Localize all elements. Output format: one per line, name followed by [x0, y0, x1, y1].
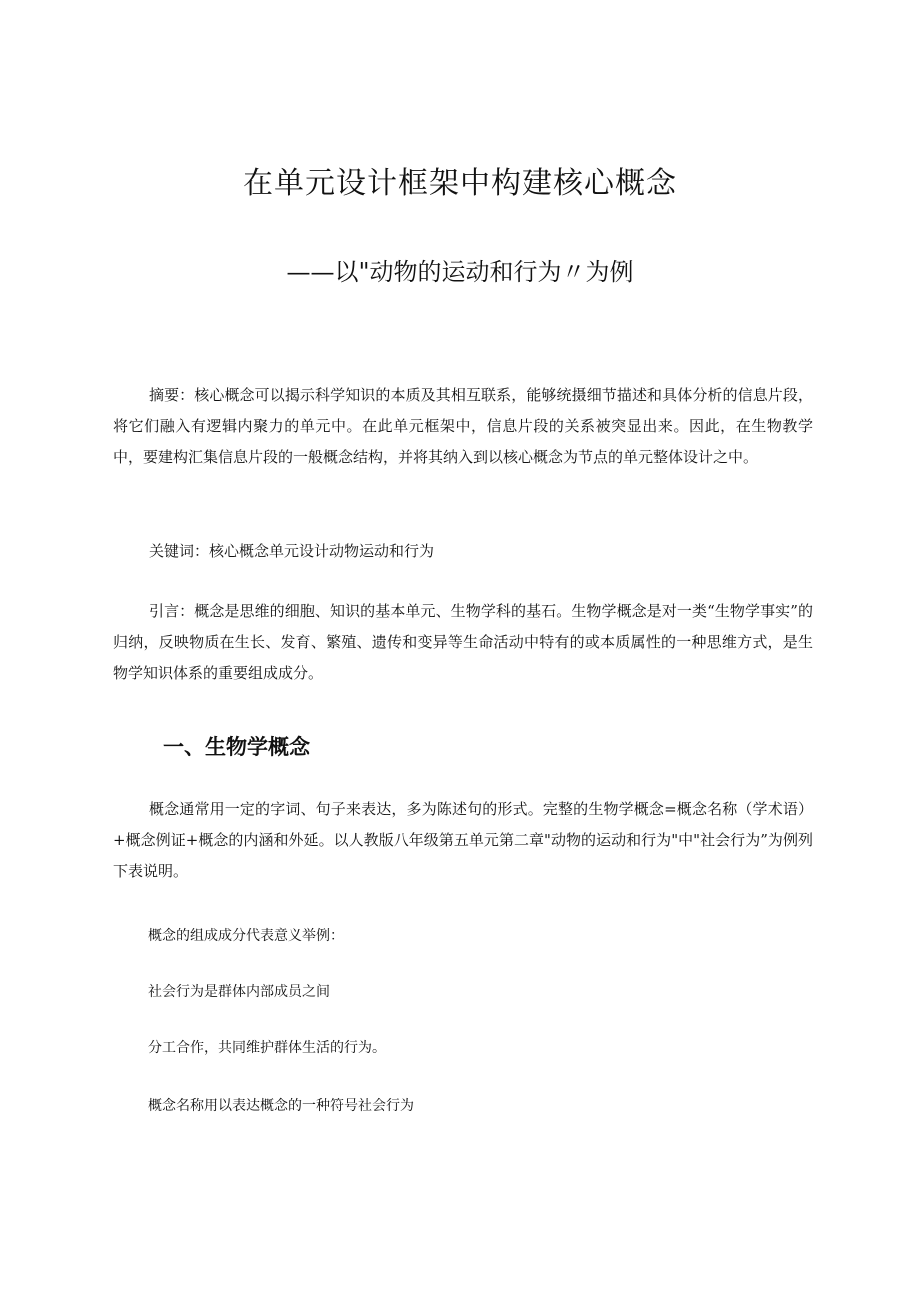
- text-line: 概念的组成成分代表意义举例：: [148, 928, 344, 944]
- section-heading: 一、生物学概念: [163, 734, 310, 759]
- document-title: 在单元设计框架中构建核心概念: [243, 166, 677, 201]
- text-line: 分工合作，共同维护群体生活的行为。: [148, 1040, 386, 1056]
- text-line: 社会行为是群体内部成员之间: [148, 984, 330, 1000]
- section-paragraph: 概念通常用一定的字词、句子来表达，多为陈述句的形式。完整的生物学概念=概念名称（学术语）+概念例证+概念的内涵和外延。以人教版八年级第五单元第二章"动物的运动和行为"中"社会行为”为例列下表说明。: [113, 800, 813, 880]
- abstract-paragraph: 摘要：核心概念可以揭示科学知识的本质及其相互联系，能够统摄细节描述和具体分析的信息片段，将它们融入有逻辑内聚力的单元中。在此单元框架中，信息片段的关系被突显出来。因此，在生物教学中，要建构汇集信息片段的一般概念结构，并将其纳入到以核心概念为节点的单元整体设计之中。: [113, 386, 813, 466]
- introduction-paragraph: 引言：概念是思维的细胞、知识的基本单元、生物学科的基石。生物学概念是对一类“生物学事实”的归纳，反映物质在生长、发育、繁殖、遗传和变异等生命活动中特有的或本质属性的一种思维方式，是生物学知识体系的重要组成成分。: [113, 602, 813, 682]
- keywords-paragraph: 关键词：核心概念单元设计动物运动和行为: [149, 542, 435, 560]
- text-line: 概念名称用以表达概念的一种符号社会行为: [148, 1098, 414, 1114]
- document-subtitle: ——以"动物的运动和行为〃为例: [286, 258, 634, 286]
